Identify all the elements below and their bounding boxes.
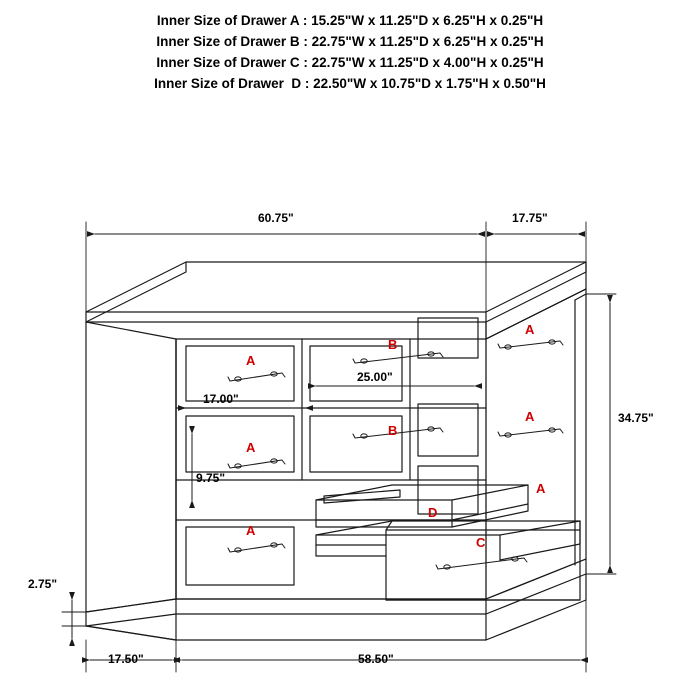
dim-top-depth: 17.75" bbox=[512, 211, 548, 225]
spec-line-a: Inner Size of Drawer A : 15.25"W x 11.25"D x 6.25"H x 0.25"H bbox=[156, 13, 544, 28]
dim-bottom-width: 58.50" bbox=[358, 652, 394, 666]
dim-bottom-depth: 17.50" bbox=[108, 652, 144, 666]
drawer-label-top-right: A bbox=[525, 322, 535, 337]
drawer-label-low-left: A bbox=[246, 523, 256, 538]
spec-line-b: Inner Size of Drawer B : 22.75"W x 11.25"D x 6.25"H x 0.25"H bbox=[156, 34, 544, 49]
dim-drawer-a-width: 17.00" bbox=[203, 392, 239, 406]
drawer-label-open: C bbox=[476, 535, 486, 550]
drawer-label-top-left: A bbox=[246, 353, 256, 368]
dim-right-height: 34.75" bbox=[618, 411, 654, 425]
drawer-label-low-right: A bbox=[536, 481, 546, 496]
dim-drawer-b-width: 25.00" bbox=[357, 370, 393, 384]
drawer-label-mid-center: B bbox=[388, 423, 398, 438]
drawer-label-mid-right: A bbox=[525, 409, 535, 424]
dim-drawer-a-height: 9.75" bbox=[196, 471, 226, 485]
drawer-label-mid-left: A bbox=[246, 440, 256, 455]
spec-line-c: Inner Size of Drawer C : 22.75"W x 11.25"D x 4.00"H x 0.25"H bbox=[156, 55, 544, 70]
spec-line-d: Inner Size of Drawer D : 22.50"W x 10.75"D x 1.75"H x 0.50"H bbox=[154, 76, 546, 91]
dim-base-height: 2.75" bbox=[28, 577, 58, 591]
drawer-label-tray: D bbox=[428, 505, 438, 520]
drawer-label-top-center: B bbox=[388, 337, 398, 352]
dim-top-width: 60.75" bbox=[258, 211, 294, 225]
